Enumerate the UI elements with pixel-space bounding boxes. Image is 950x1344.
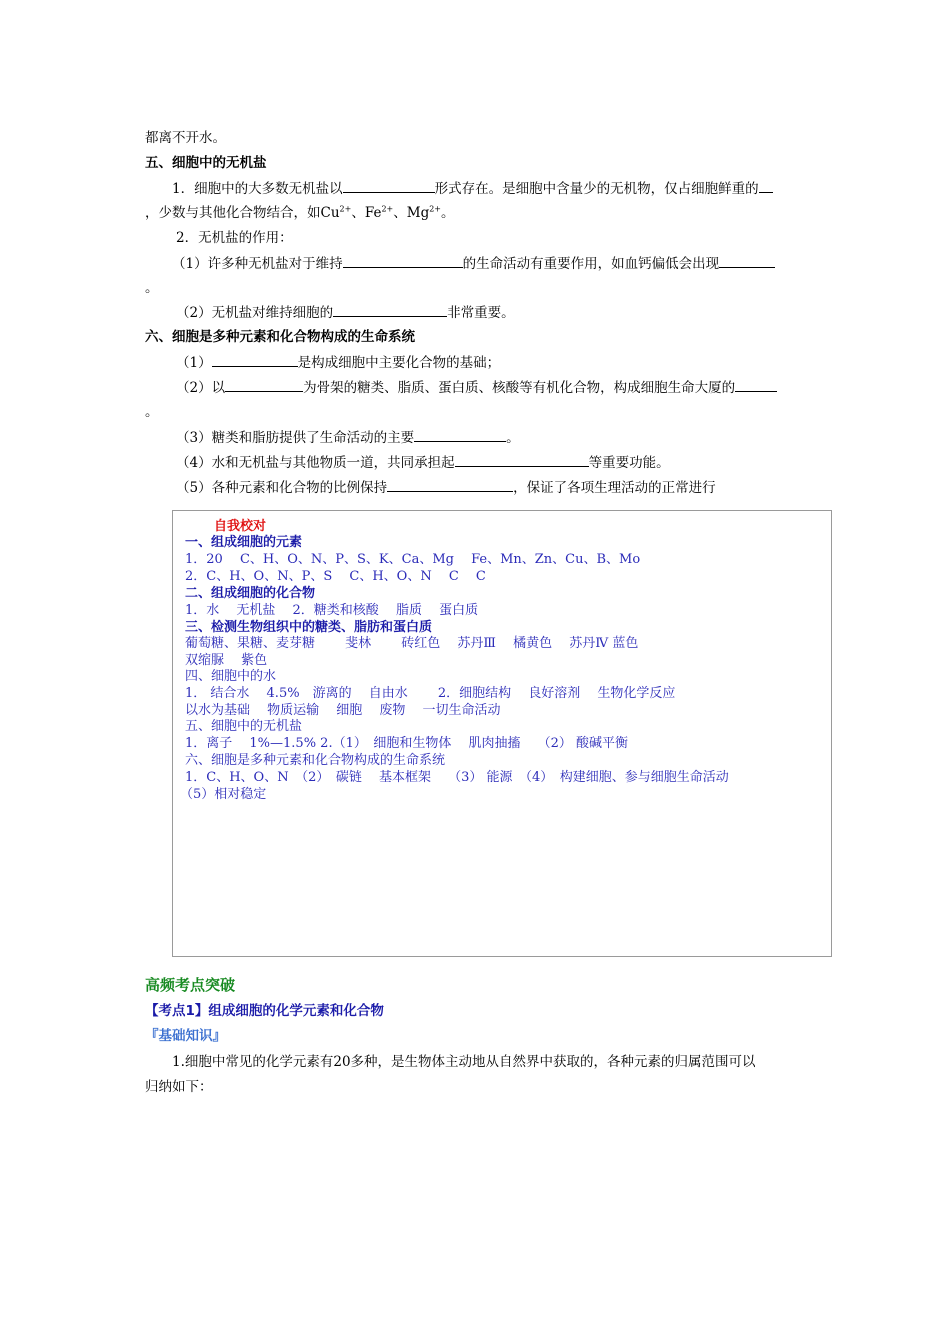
answer-line: 1．水 无机盐 2．糖类和核酸 脂质 蛋白质 [185, 603, 479, 618]
answer-heading: 二、组成细胞的化合物 [185, 586, 316, 601]
answer-line: 双缩脲 紫色 [185, 653, 268, 668]
fill-blank[interactable] [387, 478, 513, 492]
answer-line: 2．C、H、O、N、P、S C、H、O、N C C [185, 569, 486, 584]
s5-text-1a: 1．细胞中的大多数无机盐以 [172, 181, 343, 197]
continuation-text: 都离不开水。 [145, 130, 226, 146]
answer-line: 葡萄糖、果糖、麦芽糖 斐林 砖红色 苏丹Ⅲ 橘黄色 苏丹Ⅳ 蓝色 [185, 636, 639, 651]
s5-line-6 [176, 303, 515, 322]
fill-blank[interactable] [414, 428, 506, 442]
s5-text-2d: 。 [441, 205, 455, 221]
fill-blank[interactable] [212, 353, 298, 367]
s6-text-4a: （3）糖类和脂肪提供了生命活动的主要 [176, 430, 415, 446]
fill-blank[interactable] [455, 453, 589, 467]
superscript: 2+ [381, 204, 394, 214]
s6-text-1b: 是构成细胞中主要化合物的基础； [297, 355, 501, 371]
s6-line-6 [176, 478, 716, 497]
s6-line-3: 。 [145, 404, 159, 420]
s5-text-6b: 非常重要。 [447, 305, 515, 321]
s6-text-6b: ，保证了各项生理活动的正常进行 [513, 480, 716, 496]
answer-line: 以水为基础 物质运输 细胞 废物 一切生命活动 [185, 703, 501, 718]
answer-line: （5）相对稳定 [180, 787, 267, 802]
body-paragraph-line-2: 归纳如下： [145, 1079, 213, 1095]
answer-box-title: 自我校对 [214, 519, 267, 534]
answer-heading: 六、细胞是多种元素和化合物构成的生命系统 [185, 753, 446, 768]
fill-blank[interactable] [735, 378, 777, 392]
jichu-title: 『基础知识』 [145, 1028, 226, 1044]
section-6-title: 六、细胞是多种元素和化合物构成的生命系统 [145, 329, 415, 345]
s5-text-4b: 的生命活动有重要作用，如血钙偏低会出现 [462, 256, 720, 272]
superscript: 2+ [339, 204, 352, 214]
s6-line-2 [176, 378, 777, 397]
superscript: 2+ [429, 204, 442, 214]
answer-line: 1．20 C、H、O、N、P、S、K、Ca、Mg Fe、Mn、Zn、Cu、B、Mo [185, 552, 641, 567]
answer-line: 1．离子 1%—1.5% 2.（1） 细胞和生物体 肌肉抽搐 （2） 酸碱平衡 [185, 736, 629, 751]
fill-blank[interactable] [343, 179, 435, 193]
s5-line-3: 2．无机盐的作用： [176, 230, 293, 246]
s6-text-5a: （4）水和无机盐与其他物质一道，共同承担起 [176, 455, 455, 471]
s6-text-2a: （2）以 [176, 380, 226, 396]
fill-blank[interactable] [719, 254, 775, 268]
s5-text-4a: （1）许多种无机盐对于维持 [172, 256, 343, 272]
s5-text-1b: 形式存在。是细胞中含量少的无机物，仅占细胞鲜重的 [434, 181, 759, 197]
answer-heading: 五、细胞中的无机盐 [185, 719, 303, 734]
s5-text-2b: 、Fe [351, 205, 382, 221]
s6-text-4b: 。 [506, 430, 520, 446]
s5-line-2 [145, 204, 455, 222]
answer-heading: 四、细胞中的水 [185, 669, 277, 684]
s6-text-6a: （5）各种元素和化合物的比例保持 [176, 480, 388, 496]
s5-line-5: 。 [145, 280, 159, 296]
s6-text-2b: 为骨架的糖类、脂质、蛋白质、核酸等有机化合物，构成细胞生命大厦的 [303, 380, 736, 396]
fill-blank[interactable] [759, 179, 773, 193]
s5-text-2a: ，少数与其他化合物结合，如Cu [145, 205, 340, 221]
answer-heading: 三、检测生物组织中的糖类、脂肪和蛋白质 [185, 620, 433, 635]
s5-line-1 [172, 179, 773, 198]
s6-text-1a: （1） [176, 355, 212, 371]
kaodian-title: 【考点1】组成细胞的化学元素和化合物 [145, 1003, 384, 1019]
body-paragraph-line-1: 1.细胞中常见的化学元素有20多种，是生物体主动地从自然界中获取的，各种元素的归属范围可以 [172, 1054, 756, 1070]
s6-text-5b: 等重要功能。 [588, 455, 670, 471]
s6-line-4 [176, 428, 520, 447]
answer-line: 1．C、H、O、N （2） 碳链 基本框架 （3） 能源 （4） 构建细胞、参与细胞生命活动 [185, 770, 729, 785]
section-5-title: 五、细胞中的无机盐 [145, 155, 267, 171]
answer-line: 1． 结合水 4.5% 游离的 自由水 2．细胞结构 良好溶剂 生物化学反应 [185, 686, 676, 701]
section-title: 高频考点突破 [145, 976, 236, 994]
s6-line-1 [176, 353, 500, 372]
fill-blank[interactable] [343, 254, 463, 268]
fill-blank[interactable] [333, 303, 447, 317]
fill-blank[interactable] [225, 378, 303, 392]
s5-line-4 [172, 254, 775, 273]
s6-line-5 [176, 453, 670, 472]
answer-heading: 一、组成细胞的元素 [185, 535, 303, 550]
s5-text-2c: 、Mg [393, 205, 430, 221]
s5-text-6a: （2）无机盐对维持细胞的 [176, 305, 334, 321]
